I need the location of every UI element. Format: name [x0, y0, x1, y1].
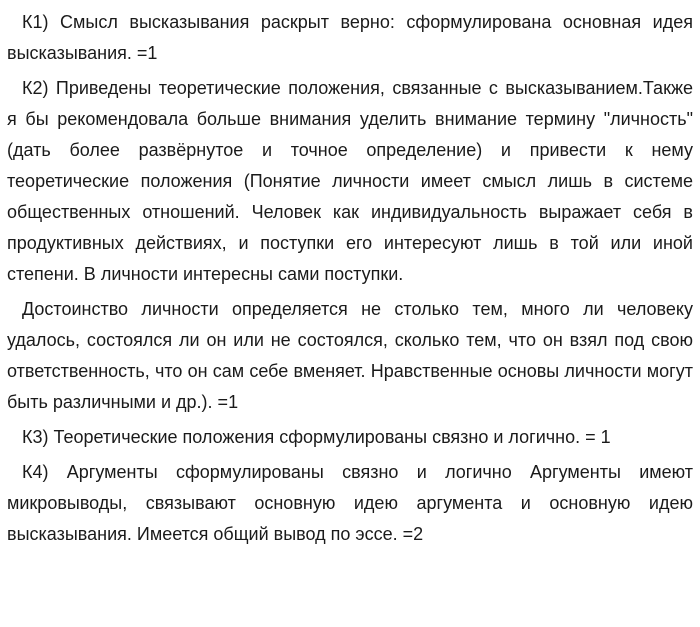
paragraph-k3: К3) Теоретические положения сформулированы связно и логично. = 1 [22, 427, 611, 447]
paragraph-k2-continued: Достоинство личности определяется не столько тем, много ли человеку удалось, состоялся ли он или не состоялся, сколько тем, что он взял под свою ответственность, что он сам себе вменяет. Нравственные основы личности могут быть различными и др.). =1 [7, 299, 693, 412]
document-body [7, 7, 693, 554]
paragraph-k2: К2) Приведены теоретические положения, связанные с высказыванием.Также я бы рекомендовала больше внимания уделить внимание термину "личность" (дать более развёрнутое и точное определение) и привести к нему теоретические положения (Понятие личности имеет смысл лишь в системе общественных отношений. Человек как индивидуальность выражает себя в продуктивных действиях, и поступки его интересуют лишь в той или иной степени. В личности интересны сами поступки. [7, 78, 693, 284]
paragraph-k4: К4) Аргументы сформулированы связно и логично Аргументы имеют микровыводы, связывают основную идею аргумента и основную идею высказывания. Имеется общий вывод по эссе. =2 [7, 462, 693, 544]
paragraph-k1: К1) Смысл высказывания раскрыт верно: сформулирована основная идея высказывания. =1 [7, 12, 693, 63]
